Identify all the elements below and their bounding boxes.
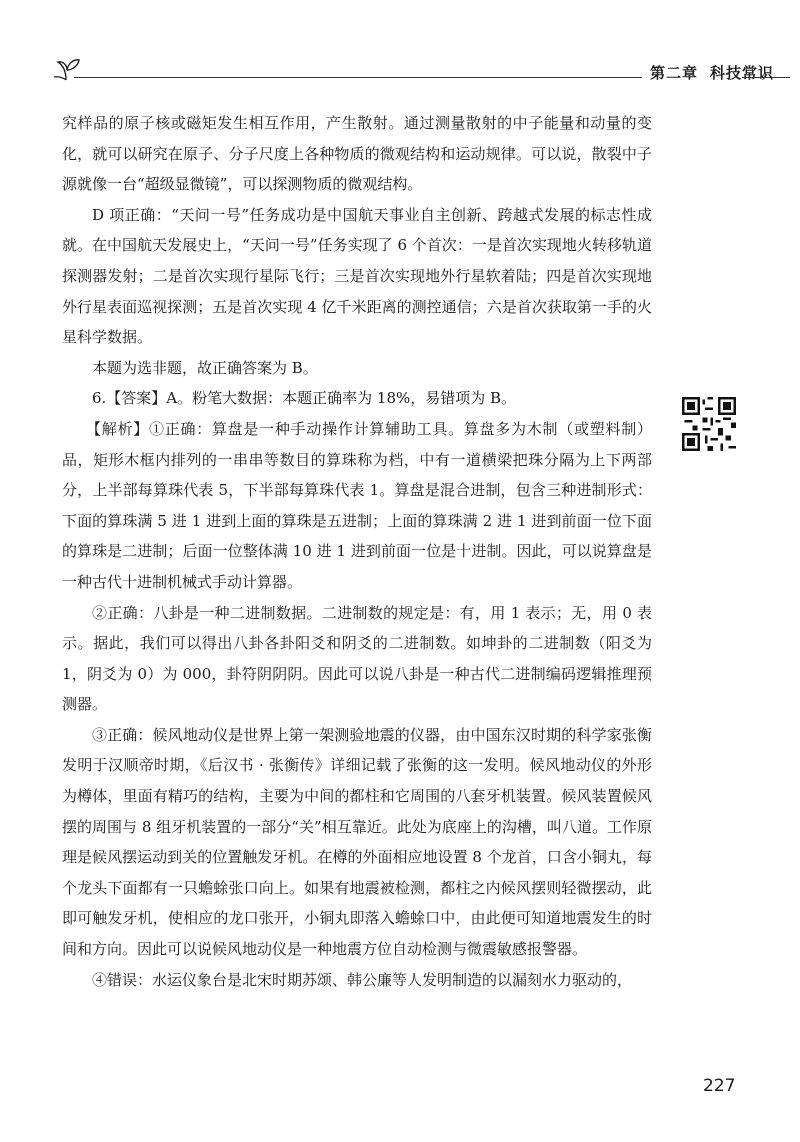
paragraph-item-3: ③正确：候风地动仪是世界上第一架测验地震的仪器，由中国东汉时期的科学家张衡发明于汉顺帝时期，《后汉书 · 张衡传》详细记载了张衡的这一发明。候风地动仪的外形为樽体，里面有精巧的结构，主要为中间的都柱和它周围的八套牙机装置。候风装置候风摆的周围与 8 组牙机装置的一部分“关”相互靠近。此处为底座上的沟槽，叫八道。工作原理是候风摆运动到关的位置触发牙机。在樽的外面相应地设置 8 个龙首，口含小铜丸，每个龙头下面都有一只蟾蜍张口向上。如果有地震被检测，都柱之内候风摆则轻微摆动，此即可触发牙机，使相应的龙口张开，小铜丸即落入蟾蜍口中，由此便可知道地震发生的时间和方向。因此可以说候风地动仪是一种地震方位自动检测与微震敏感报警器。 bbox=[62, 725, 652, 959]
body-text bbox=[62, 108, 652, 995]
paragraph-item-2: ②正确：八卦是一种二进制数据。二进制数的规定是：有，用 1 表示；无，用 0 表示。据此，我们可以得出八卦各卦阳爻和阴爻的二进制数。如坤卦的二进制数（阳爻为 1，阴爻为 0）为 000，卦符阴阴阴。因此可以说八卦是一种古代二进制编码逻辑推理预测器。 bbox=[62, 603, 652, 714]
sprout-icon bbox=[52, 56, 82, 82]
header-rule-end bbox=[742, 77, 790, 78]
chapter-label: 第二章 bbox=[650, 64, 699, 82]
paragraph-option-d: D 项正确：“天问一号”任务成功是中国航天事业自主创新、跨越式发展的标志性成就。在中国航天发展史上，“天问一号”任务实现了 6 个首次：一是首次实现地火转移轨道探测器发射；二是首次实现行星际飞行；三是首次实现地外行星软着陆；四是首次实现地外行星表面巡视探测；五是首次实现 4 亿千米距离的测控通信；六是首次获取第一手的火星科学数据。 bbox=[62, 205, 652, 347]
section-label: 科技常识 bbox=[710, 64, 775, 82]
paragraph-conclusion: 本题为选非题，故正确答案为 B。 bbox=[92, 358, 318, 377]
page-number: 227 bbox=[703, 1076, 736, 1096]
paragraph-answer-6: 6.【答案】A。粉笔大数据：本题正确率为 18%，易错项为 B。 bbox=[92, 389, 517, 408]
qr-code-icon[interactable] bbox=[682, 397, 736, 451]
paragraph-analysis: 【解析】①正确：算盘是一种手动操作计算辅助工具。算盘多为木制（或塑料制）品，矩形木框内排列的一串串等数目的算珠称为档，中有一道横梁把珠分隔为上下两部分，上半部每算珠代表 5，下半部每算珠代表 1。算盘是混合进制，包含三种进制形式：下面的算珠满 5 进 1 进到上面的算珠是五进制；上面的算珠满 2 进 1 进到前面一位下面的算珠是二进制；后面一位整体满 10 进 1 进到前面一位是十进制。因此，可以说算盘是一种古代十进制机械式手动计算器。 bbox=[62, 419, 652, 591]
paragraph-continued: 究样品的原子核或磁矩发生相互作用，产生散射。通过测量散射的中子能量和动量的变化，就可以研究在原子、分子尺度上各种物质的微观结构和运动规律。可以说，散裂中子源就像一台“超级显微镜”，可以探测物质的微观结构。 bbox=[62, 114, 652, 194]
header-rule bbox=[74, 77, 642, 78]
running-header bbox=[52, 56, 790, 88]
paragraph-item-4: ④错误：水运仪象台是北宋时期苏颂、韩公廉等人发明制造的以漏刻水力驱动的， bbox=[92, 970, 633, 989]
chapter-title bbox=[650, 62, 774, 83]
